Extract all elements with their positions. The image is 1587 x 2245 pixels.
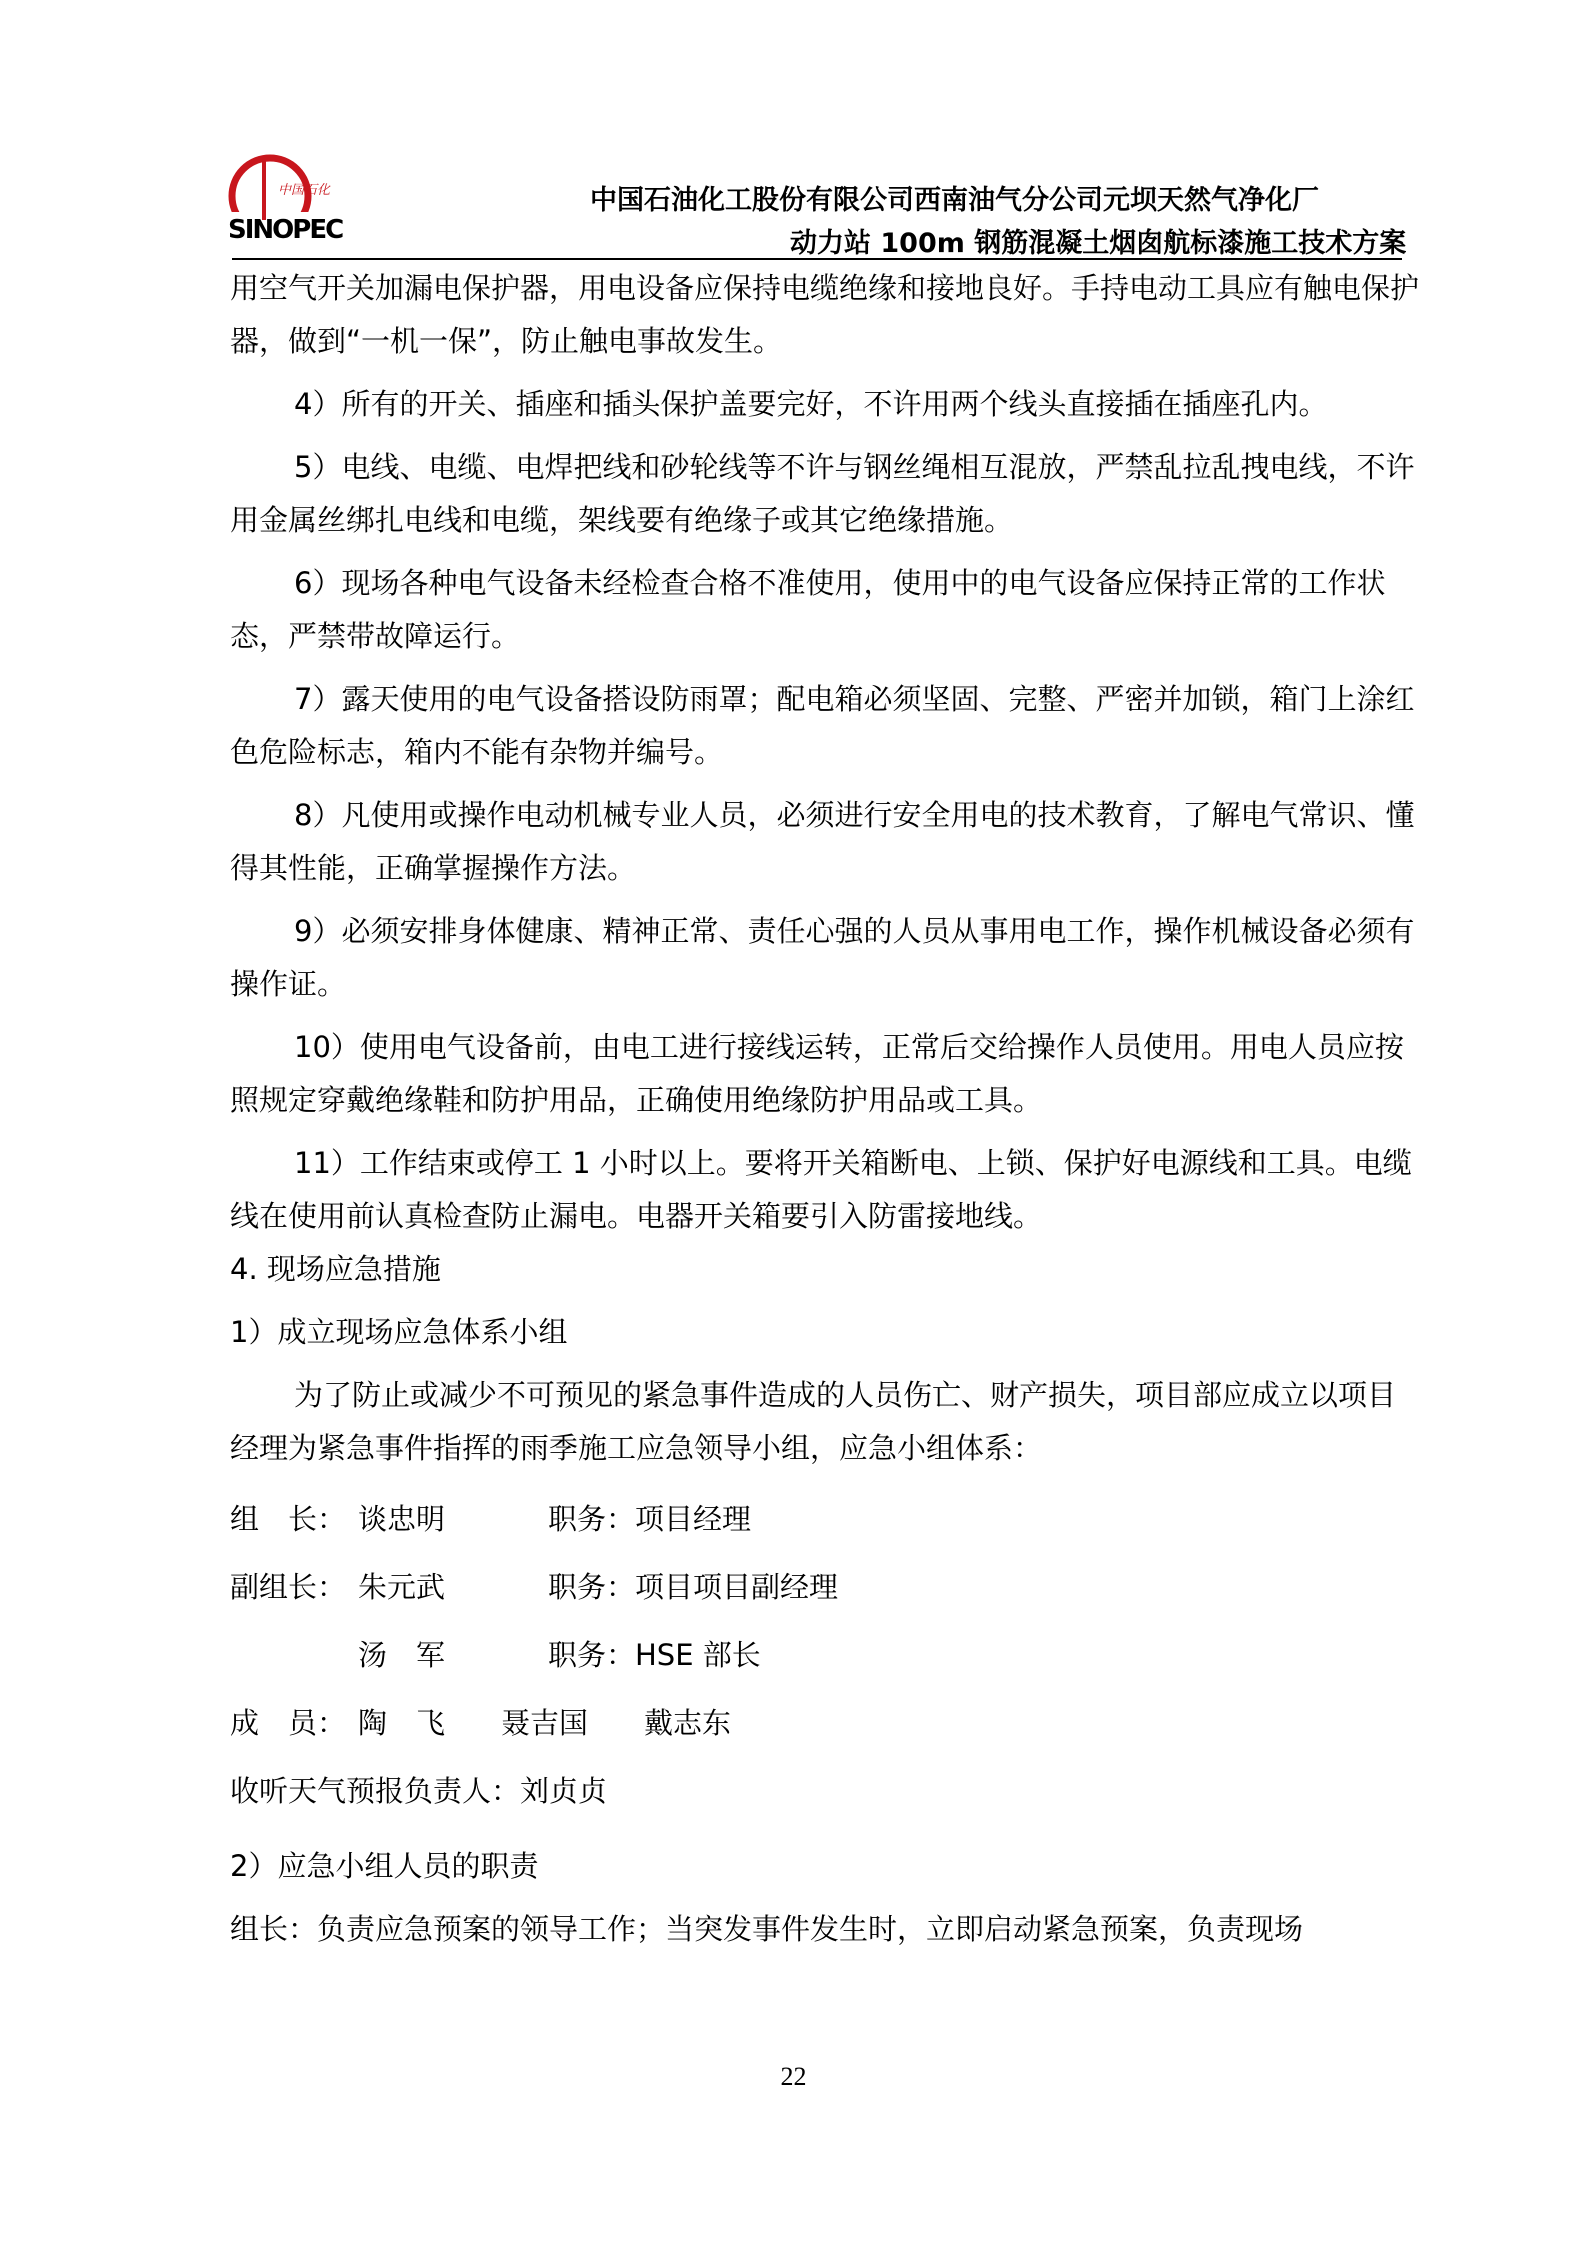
paragraph-item-4: 4）所有的开关、插座和插头保护盖要完好，不许用两个线头直接插在插座孔内。	[294, 387, 1328, 421]
team-leader-row	[230, 1485, 1420, 1553]
paragraph-continued: 用空气开关加漏电保护器，用电设备应保持电缆绝缘和接地良好。手持电动工具应有触电保护器，做到“一机一保”，防止触电事故发生。	[230, 271, 1420, 358]
deputy-duty: 职务：项目项目副经理	[548, 1570, 839, 1604]
leader-duty: 职务：项目经理	[548, 1502, 752, 1536]
member-name: 戴志东	[644, 1706, 732, 1740]
page-number: 22	[780, 2062, 807, 2091]
section-heading: 4. 现场应急措施	[230, 1252, 441, 1286]
paragraph-item-5: 5）电线、电缆、电焊把线和砂轮线等不许与钢丝绳相互混放，严禁乱拉乱拽电线，不许用金属丝绑扎电线和电缆，架线要有绝缘子或其它绝缘措施。	[230, 450, 1415, 537]
deputy-label: 副组长：	[230, 1570, 347, 1604]
intro-paragraph: 为了防止或减少不可预见的紧急事件造成的人员伤亡、财产损失，项目部应成立以项目经理为紧急事件指挥的雨季施工应急领导小组，应急小组体系：	[230, 1378, 1397, 1465]
subsection-heading-1: 1）成立现场应急体系小组	[230, 1315, 568, 1349]
team-deputy-row	[230, 1553, 1420, 1621]
leader-duty-paragraph: 组长：负责应急预案的领导工作；当突发事件发生时，立即启动紧急预案，负责现场	[230, 1912, 1304, 1946]
paragraph-item-6: 6）现场各种电气设备未经检查合格不准使用，使用中的电气设备应保持正常的工作状态，严禁带故障运行。	[230, 566, 1386, 653]
member-name: 聂吉国	[501, 1706, 589, 1740]
paragraph-item-10: 10）使用电气设备前，由电工进行接线运转，正常后交给操作人员使用。用电人员应按照规定穿戴绝缘鞋和防护用品，正确使用绝缘防护用品或工具。	[230, 1030, 1404, 1117]
paragraph-item-9: 9）必须安排身体健康、精神正常、责任心强的人员从事用电工作，操作机械设备必须有操作证。	[230, 914, 1415, 1001]
header-company: 中国石油化工股份有限公司西南油气分公司元坝天然气净化厂	[590, 185, 1319, 216]
deputy-duty-2: 职务：HSE 部长	[548, 1638, 761, 1672]
deputy-name-2: 汤 军	[358, 1638, 446, 1672]
header-rule	[232, 258, 1402, 260]
subsection-heading-2: 2）应急小组人员的职责	[230, 1849, 539, 1883]
member-name: 陶 飞	[358, 1706, 446, 1740]
header-document-title: 动力站 100m 钢筋混凝土烟囱航标漆施工技术方案	[790, 228, 1407, 259]
svg-text:SINOPEC: SINOPEC	[228, 215, 343, 245]
team-deputy-row-2	[230, 1621, 1420, 1689]
members-label: 成 员：	[230, 1706, 347, 1740]
sinopec-logo	[222, 152, 343, 252]
team-list	[230, 1485, 1420, 1825]
paragraph-item-11: 11）工作结束或停工 1 小时以上。要将开关箱断电、上锁、保护好电源线和工具。电缆线在使用前认真检查防止漏电。电器开关箱要引入防雷接地线。	[230, 1146, 1412, 1233]
deputy-name: 朱元武	[358, 1570, 446, 1604]
leader-label: 组 长：	[230, 1502, 347, 1536]
team-members-row	[230, 1689, 1420, 1757]
paragraph-item-7: 7）露天使用的电气设备搭设防雨罩；配电箱必须坚固、完整、严密并加锁，箱门上涂红色危险标志，箱内不能有杂物并编号。	[230, 682, 1415, 769]
weather-responsible-row: 收听天气预报负责人：刘贞贞	[230, 1774, 608, 1808]
page-body	[230, 262, 1420, 1956]
leader-name: 谈忠明	[358, 1502, 446, 1536]
paragraph-item-8: 8）凡使用或操作电动机械专业人员，必须进行安全用电的技术教育，了解电气常识、懂得其性能，正确掌握操作方法。	[230, 798, 1415, 885]
svg-text:中国石化: 中国石化	[278, 183, 331, 198]
